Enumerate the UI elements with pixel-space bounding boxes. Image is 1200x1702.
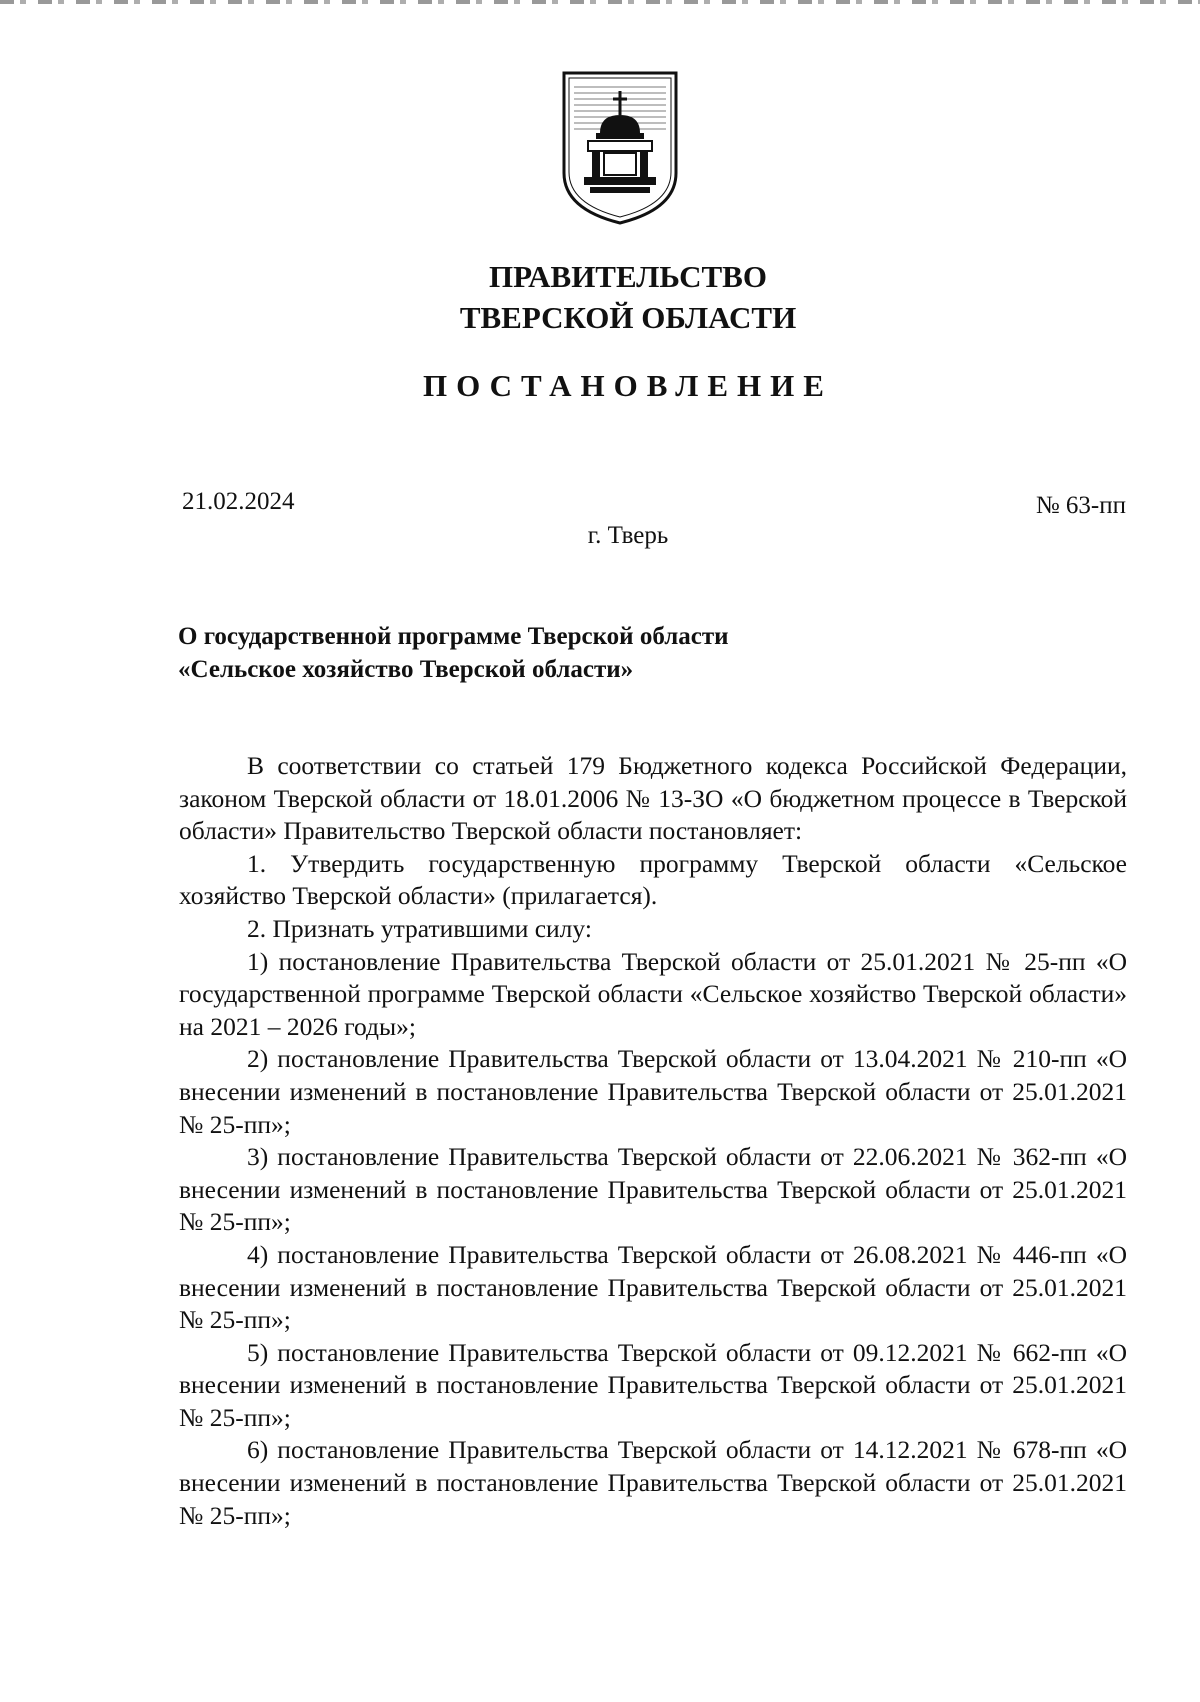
repealed-item-2: 2) постановление Правительства Тверской области от 13.04.2021 № 210-пп «О внесении изменений в постановление Правительства Тверской области от 25.01.2021 № 25-пп»;: [179, 1044, 1127, 1139]
repealed-item-1: 1) постановление Правительства Тверской области от 25.01.2021 № 25-пп «О государственной программе Тверской области «Сельское хозяйство Тверской области» на 2021 – 2026 годы»;: [179, 946, 1127, 1041]
document-body: [179, 750, 1127, 1532]
document-number: № 63-пп: [1035, 492, 1126, 519]
repealed-item-4: 4) постановление Правительства Тверской области от 26.08.2021 № 446-пп «О внесении изменений в постановление Правительства Тверской области от 25.01.2021 № 25-пп»;: [179, 1239, 1127, 1335]
org-line-1: ПРАВИТЕЛЬСТВО: [489, 259, 767, 294]
subject-line-1: О государственной программе Тверской области: [178, 623, 729, 650]
document-date: 21.02.2024: [182, 488, 295, 515]
scan-edge-artifact: [0, 0, 1200, 4]
clause-2: 2. Признать утратившими силу:: [247, 913, 592, 943]
organization-title: [0, 256, 1200, 338]
repealed-item-3: 3) постановление Правительства Тверской области от 22.06.2021 № 362-пп «О внесении изменений в постановление Правительства Тверской области от 25.01.2021 № 25-пп»;: [179, 1142, 1127, 1237]
repealed-item-6: 6) постановление Правительства Тверской области от 14.12.2021 № 678-пп «О внесении изменений в постановление Правительства Тверской области от 25.01.2021 № 25-пп»;: [179, 1435, 1127, 1530]
document-subject: [178, 620, 978, 686]
document-city: г. Тверь: [587, 522, 669, 549]
org-line-2: ТВЕРСКОЙ ОБЛАСТИ: [459, 300, 797, 335]
repealed-item-5: 5) постановление Правительства Тверской области от 09.12.2021 № 662-пп «О внесении изменений в постановление Правительства Тверской области от 25.01.2021 № 25-пп»;: [179, 1337, 1127, 1432]
preamble-paragraph: В соответствии со статьей 179 Бюджетного кодекса Российской Федерации, законом Тверской области от 18.01.2006 № 13-ЗО «О бюджетном процессе в Тверской области» Правительство Тверской области постановляет:: [179, 751, 1127, 846]
coat-of-arms-icon: [560, 69, 680, 227]
document-type: ПОСТАНОВЛЕНИЕ: [423, 368, 833, 403]
subject-line-2: «Сельское хозяйство Тверской области»: [178, 656, 634, 683]
clause-1: 1. Утвердить государственную программу Тверской области «Сельское хозяйство Тверской области» (прилагается).: [179, 848, 1127, 911]
